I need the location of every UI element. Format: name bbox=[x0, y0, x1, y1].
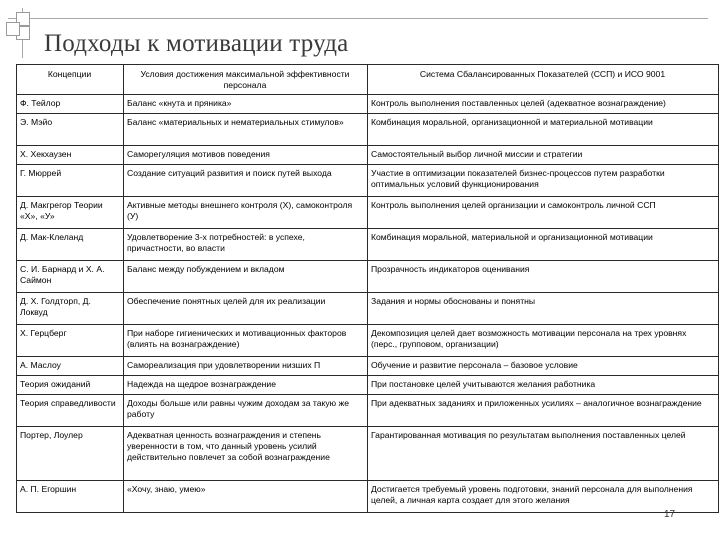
cell-concept: Х. Герцберг bbox=[17, 325, 124, 357]
table-row bbox=[17, 229, 719, 261]
cell-concept: Теория ожиданий bbox=[17, 376, 124, 395]
cell-concept: А. П. Егоршин bbox=[17, 481, 124, 513]
decor-horizontal-line bbox=[8, 18, 708, 19]
cell-concept: Д. Макгрегор Теории «Х», «У» bbox=[17, 197, 124, 229]
table-row bbox=[17, 325, 719, 357]
cell-bsc: Прозрачность индикаторов оценивания bbox=[368, 261, 719, 293]
cell-bsc: Достигается требуемый уровень подготовки, знаний персонала для выполнения целей, а личная карта создает для этого желания bbox=[368, 481, 719, 513]
cell-condition: «Хочу, знаю, умею» bbox=[124, 481, 368, 513]
cell-condition: Самореализация при удовлетворении низших П bbox=[124, 357, 368, 376]
cell-concept: Г. Мюррей bbox=[17, 165, 124, 197]
cell-bsc: При адекватных заданиях и приложенных усилиях – аналогичное вознаграждение bbox=[368, 395, 719, 427]
cell-bsc: Самостоятельный выбор личной миссии и стратегии bbox=[368, 146, 719, 165]
cell-condition: Баланс «материальных и нематериальных стимулов» bbox=[124, 114, 368, 146]
page-number: 17 bbox=[664, 509, 676, 520]
cell-concept: С. И. Барнард и Х. А. Саймон bbox=[17, 261, 124, 293]
table-row bbox=[17, 95, 719, 114]
cell-bsc: Контроль выполнения целей организации и самоконтроль личной ССП bbox=[368, 197, 719, 229]
cell-concept: Теория справедливости bbox=[17, 395, 124, 427]
cell-condition: Доходы больше или равны чужим доходам за такую же работу bbox=[124, 395, 368, 427]
table-row bbox=[17, 376, 719, 395]
cell-concept: Д. Х. Голдторп, Д. Локвуд bbox=[17, 293, 124, 325]
slide-title: Подходы к мотивации труда bbox=[44, 30, 349, 57]
cell-concept: Э. Мэйо bbox=[17, 114, 124, 146]
table-row bbox=[17, 395, 719, 427]
cell-bsc: Комбинация моральной, организационной и материальной мотивации bbox=[368, 114, 719, 146]
cell-bsc: Обучение и развитие персонала – базовое условие bbox=[368, 357, 719, 376]
cell-bsc: Задания и нормы обоснованы и понятны bbox=[368, 293, 719, 325]
cell-condition: Саморегуляция мотивов поведения bbox=[124, 146, 368, 165]
cell-concept: Портер, Лоулер bbox=[17, 427, 124, 481]
cell-condition: Адекватная ценность вознаграждения и степень уверенности в том, что данный уровень усилий действительно повлечет за собой вознаграждение bbox=[124, 427, 368, 481]
table-row bbox=[17, 293, 719, 325]
cell-concept: Х. Хекхаузен bbox=[17, 146, 124, 165]
table-row bbox=[17, 427, 719, 481]
table-row bbox=[17, 114, 719, 146]
cell-bsc: При постановке целей учитываются желания работника bbox=[368, 376, 719, 395]
decor-square bbox=[6, 22, 20, 36]
cell-concept: Д. Мак-Клеланд bbox=[17, 229, 124, 261]
table-row bbox=[17, 261, 719, 293]
cell-concept: А. Маслоу bbox=[17, 357, 124, 376]
header-concepts: Концепции bbox=[17, 65, 124, 95]
cell-bsc: Контроль выполнения поставленных целей (адекватное вознаграждение) bbox=[368, 95, 719, 114]
header-conditions: Условия достижения максимальной эффективности персонала bbox=[124, 65, 368, 95]
cell-condition: Удовлетворение 3-х потребностей: в успехе, причастности, во власти bbox=[124, 229, 368, 261]
table-row bbox=[17, 481, 719, 513]
cell-condition: При наборе гигиенических и мотивационных факторов (влиять на вознаграждение) bbox=[124, 325, 368, 357]
motivation-table bbox=[16, 64, 719, 513]
cell-condition: Баланс между побуждением и вкладом bbox=[124, 261, 368, 293]
cell-bsc: Гарантированная мотивация по результатам выполнения поставленных целей bbox=[368, 427, 719, 481]
table-row bbox=[17, 357, 719, 376]
cell-condition: Активные методы внешнего контроля (Х), самоконтроля (У) bbox=[124, 197, 368, 229]
table-row bbox=[17, 197, 719, 229]
cell-bsc: Участие в оптимизации показателей бизнес-процессов путем разработки оптимальных условий функционирования bbox=[368, 165, 719, 197]
table-header-row bbox=[17, 65, 719, 95]
cell-condition: Обеспечение понятных целей для их реализации bbox=[124, 293, 368, 325]
table-row bbox=[17, 165, 719, 197]
cell-condition: Надежда на щедрое вознаграждение bbox=[124, 376, 368, 395]
header-bsc-iso: Система Сбалансированных Показателей (ССП) и ИСО 9001 bbox=[368, 65, 719, 95]
table-row bbox=[17, 146, 719, 165]
cell-concept: Ф. Тейлор bbox=[17, 95, 124, 114]
cell-bsc: Комбинация моральной, материальной и организационной мотивации bbox=[368, 229, 719, 261]
cell-condition: Создание ситуаций развития и поиск путей выхода bbox=[124, 165, 368, 197]
cell-bsc: Декомпозиция целей дает возможность мотивации персонала на трех уровнях (перс., групповом, организации) bbox=[368, 325, 719, 357]
cell-condition: Баланс «кнута и пряника» bbox=[124, 95, 368, 114]
